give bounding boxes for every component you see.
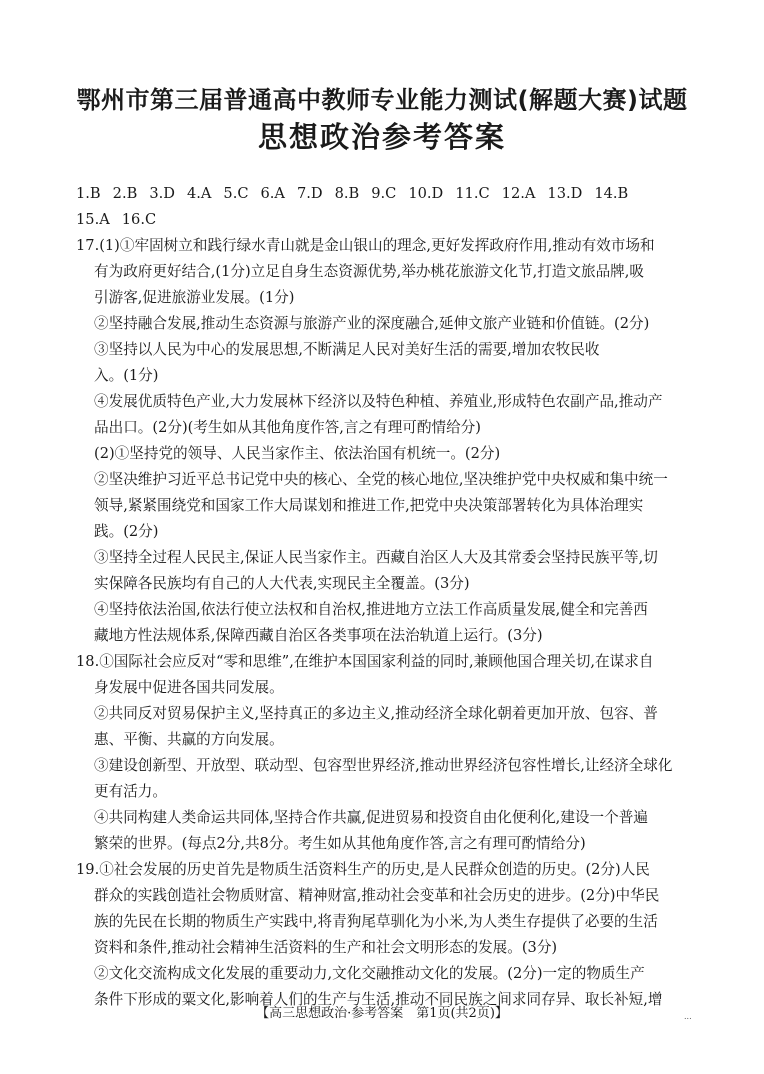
answer-line: 群众的实践创造社会物质财富、精神财富,推动社会变革和社会历史的进步。(2分)中华民 — [94, 887, 660, 904]
mc-answer: 16.C — [121, 211, 157, 228]
answer-line: ②共同反对贸易保护主义,坚持真正的多边主义,推动经济全球化朝着更加开放、包容、普 — [94, 705, 658, 722]
answer-line: 19.①社会发展的历史首先是物质生活资料生产的历史,是人民群众创造的历史。(2分)人民 — [76, 861, 650, 878]
mc-answer: 2.B — [112, 185, 138, 202]
answer-line: ②文化交流构成文化发展的重要动力,文化交融推动文化的发展。(2分)一定的物质生产 — [94, 965, 645, 982]
mc-answer: 11.C — [455, 185, 490, 202]
answer-line: 17.(1)①牢固树立和践行绿水青山就是金山银山的理念,更好发挥政府作用,推动有效市场和 — [76, 237, 655, 254]
answer-line: ③坚持全过程人民民主,保证人民当家作主。西藏自治区人大及其常委会坚持民族平等,切 — [94, 549, 658, 566]
answer-line: ③建设创新型、开放型、联动型、包容型世界经济,推动世界经济包容性增长,让经济全球化 — [94, 757, 673, 774]
mc-answer: 4.A — [186, 185, 212, 202]
answer-line: 领导,紧紧围绕党和国家工作大局谋划和推进工作,把党中央决策部署转化为具体治理实 — [94, 497, 644, 514]
mc-row-1 — [76, 181, 698, 207]
answer-body — [76, 181, 698, 1013]
mc-answer: 8.B — [334, 185, 360, 202]
page-footer: 【高三思想政治·参考答案 第1页(共2页)】 — [256, 1006, 508, 1021]
answer-line: ②坚决维护习近平总书记党中央的核心、全党的核心地位,坚决维护党中央权威和集中统一 — [94, 471, 668, 488]
answer-line: ③坚持以人民为中心的发展思想,不断满足人民对美好生活的需要,增加农牧民收 — [94, 341, 600, 358]
answer-line: 践。(2分) — [94, 523, 159, 540]
multiple-choice-answers — [76, 181, 698, 233]
answer-line: 繁荣的世界。(每点2分,共8分。考生如从其他角度作答,言之有理可酌情给分) — [94, 835, 586, 852]
answer-line: ④发展优质特色产业,大力发展林下经济以及特色种植、养殖业,形成特色农副产品,推动产 — [94, 393, 663, 410]
answer-line: 更有活力。 — [94, 783, 167, 800]
mc-answer: 9.C — [371, 185, 397, 202]
mc-answer: 15.A — [76, 211, 110, 228]
answer-line: ④共同构建人类命运共同体,坚持合作共赢,促进贸易和投资自由化便利化,建设一个普遍 — [94, 809, 648, 826]
mc-answer: 7.D — [296, 185, 323, 202]
exam-title: 鄂州市第三届普通高中教师专业能力测试(解题大赛)试题 — [76, 86, 688, 114]
mc-answer: 13.D — [547, 185, 583, 202]
answer-line: 有为政府更好结合,(1分)立足自身生态资源优势,举办桃花旅游文化节,打造文旅品牌,吸 — [94, 263, 645, 280]
answer-line: 资料和条件,推动社会精神生活资料的生产和社会文明形态的发展。(3分) — [94, 939, 558, 956]
answer-line: 惠、平衡、共赢的方向发展。 — [94, 731, 284, 748]
corner-mark: ... — [684, 1012, 692, 1021]
answer-line: 族的先民在长期的物质生产实践中,将青狗尾草驯化为小米,为人类生存提供了必要的生活 — [94, 913, 658, 930]
answer-line: 18.①国际社会应反对“零和思维”,在维护本国国家利益的同时,兼顾他国合理关切,在谋求自 — [76, 653, 654, 670]
answer-line: 实保障各民族均有自己的人大代表,实现民主全覆盖。(3分) — [94, 575, 470, 592]
mc-answer: 12.A — [501, 185, 536, 202]
answer-line: (2)①坚持党的领导、人民当家作主、依法治国有机统一。(2分) — [94, 445, 501, 462]
answer-line: ②坚持融合发展,推动生态资源与旅游产业的深度融合,延伸文旅产业链和价值链。(2分) — [94, 315, 650, 332]
answer-line: 身发展中促进各国共同发展。 — [94, 679, 284, 696]
mc-answer: 5.C — [223, 185, 249, 202]
answer-line: 条件下形成的粟文化,影响着人们的生产与生活,推动不同民族之间求同存异、取长补短,增 — [94, 991, 663, 1008]
mc-answer: 6.A — [260, 185, 285, 202]
answer-line: 引游客,促进旅游业发展。(1分) — [94, 289, 295, 306]
answer-line: 入。(1分) — [94, 367, 159, 384]
answer-line: 藏地方性法规体系,保障西藏自治区各类事项在法治轨道上运行。(3分) — [94, 627, 543, 644]
mc-answer: 1.B — [76, 185, 101, 202]
mc-answer: 3.D — [149, 185, 175, 202]
mc-row-2 — [76, 207, 698, 233]
answer-key-title: 思想政治参考答案 — [257, 120, 506, 154]
answer-line: ④坚持依法治国,依法行使立法权和自治权,推进地方立法工作高质量发展,健全和完善西 — [94, 601, 648, 618]
mc-answer: 10.D — [408, 185, 444, 202]
answer-lines — [76, 233, 698, 1013]
mc-answer: 14.B — [594, 185, 629, 202]
answer-line: 品出口。(2分)(考生如从其他角度作答,言之有理可酌情给分) — [94, 419, 481, 436]
